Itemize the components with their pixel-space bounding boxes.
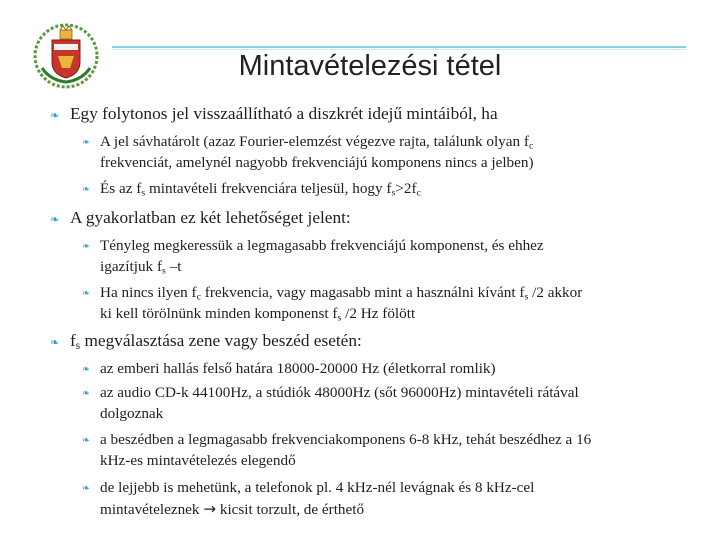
bullet-icon: ❧ bbox=[82, 184, 90, 195]
bullet-2-text: A gyakorlatban ez két lehetőséget jelent: bbox=[70, 208, 351, 227]
bullet-2a-line1: Tényleg megkeressük a legmagasabb frekvenciájú komponenst, és ehhez bbox=[100, 237, 544, 254]
bullet-icon: ❧ bbox=[82, 241, 90, 252]
bullet-icon: ❧ bbox=[82, 435, 90, 446]
bullet-3c-line2: kHz-es mintavételezés elegendő bbox=[100, 452, 296, 469]
bullet-3c-line1: a beszédben a legmagasabb frekvenciakomponens 6-8 kHz, tehát beszédhez a 16 bbox=[100, 431, 592, 448]
bullet-3d-line2: mintavételeznek → kicsit torzult, de érthető bbox=[100, 500, 365, 518]
slide-title: Mintavételezési tétel bbox=[238, 50, 502, 82]
bullet-icon: ❧ bbox=[82, 137, 90, 148]
bullet-3-text: $f_s$ megválasztása zene vagy beszéd esetén: bbox=[70, 331, 362, 352]
bullet-icon: ❧ bbox=[82, 288, 90, 299]
bullet-1a-line2: frekvenciát, amelynél nagyobb frekvenciájú komponens nincs a jelben) bbox=[100, 154, 534, 171]
bullet-1b-text: És az $f_s$ mintavételi frekvenciára teljesül, hogy $f_s>2f_c$ bbox=[100, 180, 421, 199]
bullet-3a-text: az emberi hallás felső határa 18000-20000 Hz (életkorral romlik) bbox=[100, 360, 496, 377]
bullet-2a-line2: igazítjuk $f_s$ –t bbox=[100, 258, 182, 277]
bullet-icon: ❧ bbox=[82, 364, 90, 375]
bullet-3b-line2: dolgoznak bbox=[100, 405, 164, 422]
bullet-1a-line1: A jel sávhatárolt (azaz Fourier-elemzést végezve rajta, találunk olyan $f_c$ bbox=[100, 133, 534, 152]
bullet-icon: ❧ bbox=[50, 109, 60, 122]
bullet-icon: ❧ bbox=[50, 213, 60, 226]
bullet-icon: ❧ bbox=[82, 388, 90, 399]
bullet-3d-line1: de lejjebb is mehetünk, a telefonok pl. 4 kHz-nél levágnak és 8 kHz-cel bbox=[100, 479, 535, 496]
arrow-right-icon: → bbox=[203, 500, 217, 518]
bullet-3b-line1: az audio CD-k 44100Hz, a stúdiók 48000Hz (sőt 96000Hz) mintavételi rátával bbox=[100, 384, 579, 401]
bullet-icon: ❧ bbox=[50, 336, 60, 349]
bullet-2b-line2: ki kell törölnünk minden komponenst $f_s$ /2 Hz fölött bbox=[100, 305, 416, 324]
bullet-icon: ❧ bbox=[82, 483, 90, 494]
bullet-2b-line1: Ha nincs ilyen $f_c$ frekvencia, vagy magasabb mint a használni kívánt $f_s$ /2 akkor bbox=[100, 284, 583, 303]
bullet-1-text: Egy folytonos jel visszaállítható a diszkrét idejű mintáiból, ha bbox=[70, 104, 498, 123]
